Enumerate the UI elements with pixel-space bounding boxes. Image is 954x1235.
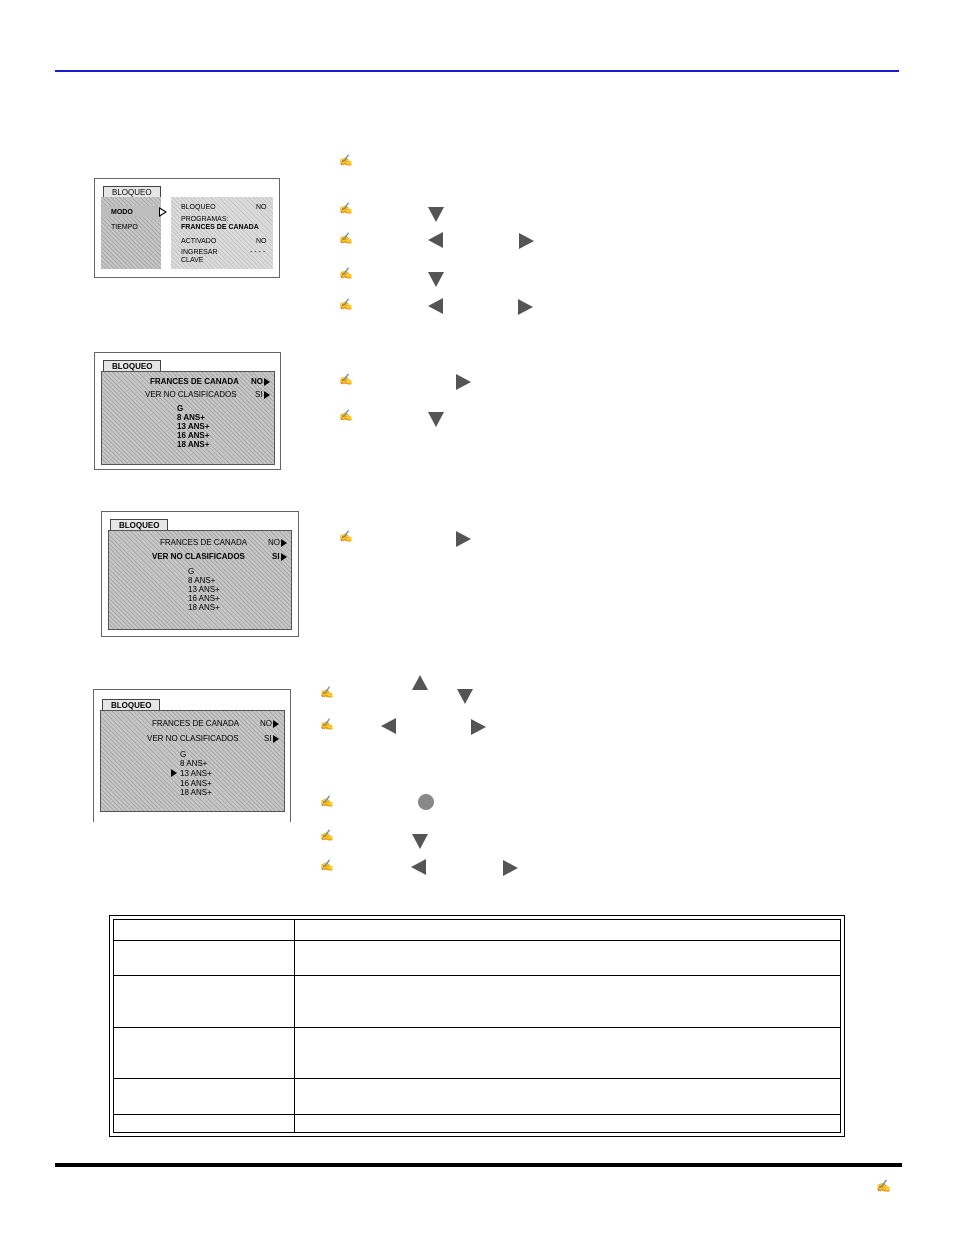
- osd-rating-item: 16 ANS+: [177, 431, 210, 440]
- arrow-up-icon: [412, 675, 428, 690]
- arrow-left-icon: [381, 718, 396, 734]
- arrow-left-icon: [428, 298, 443, 314]
- osd-rating-item: 16 ANS+: [180, 779, 212, 788]
- pen-icon: ✍: [320, 830, 334, 842]
- pen-icon: ✍: [339, 374, 353, 386]
- pen-icon: ✍: [339, 410, 353, 422]
- pen-icon: ✍: [339, 268, 353, 280]
- arrow-right-icon: [281, 553, 287, 561]
- osd-tab: BLOQUEO: [103, 186, 161, 198]
- arrow-right-icon: [503, 860, 518, 876]
- pen-icon: ✍: [320, 860, 334, 872]
- footer-rule: [55, 1163, 902, 1167]
- osd-rating-item: G: [177, 404, 184, 413]
- osd-row-value: SI: [255, 390, 270, 399]
- osd-menu-item-tiempo: TIEMPO: [111, 224, 138, 231]
- osd-row-label: VER NO CLASIFICADOS: [147, 734, 239, 743]
- osd-rating-item: 18 ANS+: [177, 440, 210, 449]
- arrow-right-icon: [519, 233, 534, 249]
- arrow-left-icon: [428, 232, 443, 248]
- osd-row-label: INGRESAR: [181, 249, 218, 256]
- arrow-down-icon: [457, 689, 473, 704]
- action-button-icon: [418, 794, 434, 810]
- pen-icon: ✍: [339, 155, 353, 167]
- osd-rating-item: G: [188, 567, 195, 576]
- osd-rating-cursor-icon: [171, 769, 177, 777]
- osd-screen-rating-select: [93, 689, 291, 822]
- osd-row-label: BLOQUEO: [181, 204, 216, 211]
- osd-screen-unrated: [101, 511, 299, 637]
- osd-row-label: VER NO CLASIFICADOS: [152, 552, 245, 561]
- osd-row-label: FRANCES DE CANADA: [152, 719, 240, 728]
- pen-icon: ✍: [320, 796, 334, 808]
- osd-rating-item: 13 ANS+: [180, 769, 212, 778]
- pen-icon: ✍: [320, 719, 334, 731]
- arrow-right-icon: [518, 299, 533, 315]
- arrow-right-icon: [264, 391, 270, 399]
- arrow-right-icon: [471, 719, 486, 735]
- arrow-down-icon: [428, 272, 444, 287]
- arrow-right-icon: [456, 531, 471, 547]
- osd-row-label: FRANCES DE CANADA: [150, 377, 239, 386]
- osd-tab: BLOQUEO: [102, 699, 160, 711]
- arrow-right-icon: [281, 539, 287, 547]
- osd-rating-item: 16 ANS+: [188, 594, 220, 603]
- osd-rating-item: G: [180, 750, 187, 759]
- pen-icon: ✍: [339, 203, 353, 215]
- arrow-right-icon: [273, 735, 279, 743]
- arrow-down-icon: [428, 207, 444, 222]
- pen-icon: ✍: [320, 687, 334, 699]
- osd-rating-item: 13 ANS+: [188, 585, 220, 594]
- osd-rating-item: 18 ANS+: [180, 788, 212, 797]
- osd-row-label: PROGRAMAS:: [181, 216, 229, 223]
- arrow-right-icon: [456, 374, 471, 390]
- header-rule: [55, 70, 899, 72]
- arrow-down-icon: [412, 834, 428, 849]
- osd-screen-lock-mode: [94, 178, 280, 278]
- arrow-left-icon: [411, 859, 426, 875]
- arrow-down-icon: [428, 412, 444, 427]
- osd-menu-item-modo: MODO: [111, 209, 133, 216]
- osd-row-value: SI: [272, 552, 287, 561]
- osd-rating-item: 8 ANS+: [177, 413, 205, 422]
- osd-row-label: FRANCES DE CANADA: [160, 538, 248, 547]
- arrow-right-icon: [273, 720, 279, 728]
- osd-row-label: VER NO CLASIFICADOS: [145, 390, 237, 399]
- osd-row-value: NO: [251, 377, 270, 386]
- osd-row-label: CLAVE: [181, 257, 204, 264]
- osd-row-value: SI: [264, 734, 279, 743]
- arrow-right-icon: [264, 378, 270, 386]
- osd-row-label: ACTIVADO: [181, 238, 217, 245]
- osd-row-value: NO: [256, 238, 267, 245]
- pen-icon: ✍: [339, 299, 353, 311]
- osd-row-label: FRANCES DE CANADA: [181, 224, 259, 231]
- osd-row-value: NO: [256, 204, 267, 211]
- ratings-table-grid: [113, 919, 841, 1133]
- osd-tab: BLOQUEO: [103, 360, 161, 372]
- pen-icon: ✍: [339, 531, 353, 543]
- pen-icon: ✍: [339, 233, 353, 245]
- osd-rating-item: 13 ANS+: [177, 422, 210, 431]
- osd-row-value: NO: [260, 719, 279, 728]
- osd-rating-item: 8 ANS+: [188, 576, 216, 585]
- pen-icon: ✍: [876, 1179, 891, 1193]
- osd-screen-canada-french: [94, 352, 281, 470]
- osd-rating-item: 18 ANS+: [188, 603, 220, 612]
- osd-row-value: - - - -: [250, 249, 266, 256]
- ratings-table: [109, 915, 845, 1137]
- osd-rating-item: 8 ANS+: [180, 759, 208, 768]
- osd-row-value: NO: [268, 538, 287, 547]
- osd-tab: BLOQUEO: [110, 519, 168, 531]
